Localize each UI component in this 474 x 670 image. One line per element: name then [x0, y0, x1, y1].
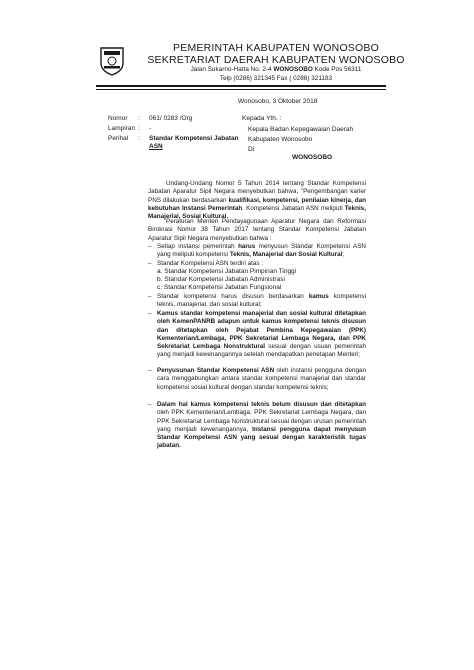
- paragraph-undang-undang: Undang-Undang Nomor 5 Tahun 2014 tentang Standar Kompetensi Jabatan Aparatur Sipil Negara menyebutkan bahwa, "Pengembangan karier PNS dilakukan berdasarkan kualifikasi, kompetensi, penilaian kinerja, dan kebutuhan Instansi Pemerintah. Kompetensi Jabatan ASN meliputi Teknis, Manajerial, Sosial Kultural.: [148, 180, 367, 221]
- sub-item-b: b. Standar Kompetensi Jabatan Administrasi: [157, 276, 285, 283]
- letterhead-address: Jalan Sukarno-Hatta No. 2-4 WONOSOBO Kode Pos 56311: [190, 66, 362, 73]
- lampiran-value: -: [149, 125, 152, 132]
- list-item: – Penyusunan Standar Kompetensi ASN oleh instansi pengguna dengan cara menggabungkan antara standar kompetensi manajerial dan standar kompetensi sosial kultural dengan standar kompetensi teknis;: [148, 367, 366, 391]
- lampiran-colon: :: [138, 125, 140, 132]
- dash-bullet: –: [148, 367, 152, 374]
- letterhead-secretariat: SEKRETARIAT DAERAH KABUPATEN WONOSOBO: [147, 54, 405, 66]
- lampiran-label: Lampiran: [108, 125, 136, 132]
- dash-bullet: –: [148, 310, 152, 317]
- letterhead-divider-thin: [96, 89, 386, 90]
- list-item: – Dalam hal kamus kompetensi teknis belum disusun dan ditetapkan oleh PPK Kementerian/Lembaga, PPK Sekretariat Lembaga Negara, dan PPK Sekretariat Lembaga Nonstruktural sesuai dengan urusan pemerintah yang menjadi kewenangannya, Instansi pengguna dapat menyusun Standar Kompetensi ASN yang sesuai dengan karakteristik tugas jabatan.: [148, 401, 366, 450]
- recipient-kepada: Kepada Yth. :: [242, 115, 282, 122]
- nomor-value: 061/ 0283 /Org: [149, 115, 193, 122]
- dash-bullet: –: [148, 260, 152, 267]
- recipient-city: WONOSOBO: [292, 154, 333, 161]
- recipient-line2: Kabupaten Wonosobo: [248, 136, 313, 143]
- letterhead-government: PEMERINTAH KABUPATEN WONOSOBO: [173, 42, 379, 54]
- list-item: – Kamus standar kompetensi manajerial dan sosial kultural ditetapkan oleh KemenPANRB adapun untuk kamus kompetensi teknis disusun dan ditetapkan oleh Pejabat Pembina Kepegawaian (PPK) Kementerian/Lembaga, PPK Sekretariat Lembaga Negara, dan PPK Sekretariat Lembaga Nonstruktural sesuai dengan usuan pemerintah yang menjadi kewenangannya setelah mendapatkan penetapan Menteri;: [148, 310, 366, 359]
- recipient-di: Di: [248, 146, 255, 153]
- dash-bullet: –: [148, 293, 152, 300]
- nomor-colon: :: [138, 115, 140, 122]
- letter-date: Wonosobo, 3 Oktober 2018: [238, 98, 318, 105]
- list-item: – Standar Kompetensi ASN terdiri atas :: [148, 260, 264, 267]
- letterhead-phone: Telp (0286) 321345 Fax ( 0286) 321183: [219, 75, 333, 82]
- recipient-line1: Kepala Badan Kepegawaian Daerah: [248, 126, 354, 133]
- perihal-label: Perihal: [108, 135, 129, 142]
- list-item: – Setiap instansi pemerintah harus menyusun Standar Kompetensi ASN yang meliputi kompetensi Teknis, Manajerial dan Sosial Kultural;: [148, 243, 366, 259]
- perihal-value-cont: ASN: [149, 143, 163, 150]
- sub-item-c: c. Standar Kompetensi Jabatan Fungsional: [157, 284, 282, 291]
- nomor-label: Nomor: [108, 115, 128, 122]
- sub-item-a: a. Standar Kompetensi Jabatan Pimpinan Tinggi: [157, 268, 297, 275]
- perihal-colon: :: [138, 135, 140, 142]
- letterhead-divider-thick: [96, 85, 386, 87]
- dash-bullet: –: [148, 243, 152, 250]
- list-item: – Standar kompetensi harus disusun berdasarkan kamus kompetensi teknis, manajerial, dan sosial kultural;: [148, 293, 367, 309]
- dash-bullet: –: [148, 401, 152, 408]
- paragraph-permenpan: Peraturan Menteri Pendayagunaan Aparatur Negara dan Reformasi Birokrasi Nomor 38 Tahun 2017 tentang Standar Kompetensi Jabatan Aparatur Sipil Negara menyebutkan bahwa :: [148, 218, 366, 242]
- perihal-value: Standar Kompetensi Jabatan: [149, 135, 239, 142]
